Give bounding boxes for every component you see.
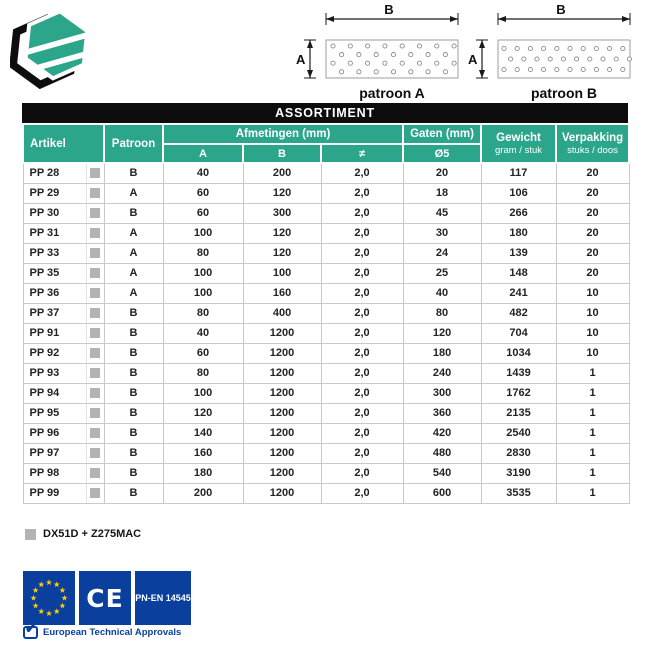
standard-badge-text: PN-EN 14545 — [135, 593, 191, 603]
hole — [575, 57, 579, 61]
hole — [561, 57, 565, 61]
cell-holes: 25 — [403, 263, 481, 283]
star-icon — [46, 579, 52, 585]
cell-dim-b: 1200 — [243, 483, 321, 503]
cell-dim-a: 100 — [163, 383, 243, 403]
cell-thickness: 2,0 — [321, 403, 403, 423]
header-verpakking-sub: stuks / doos — [567, 144, 618, 156]
cell-packing: 1 — [556, 483, 629, 503]
cell-patroon: B — [104, 443, 163, 463]
star-icon — [38, 581, 44, 587]
table-row — [23, 183, 629, 203]
material-swatch — [90, 388, 100, 398]
star-icon — [38, 608, 44, 614]
material-swatch — [90, 168, 100, 178]
cell-weight: 1034 — [481, 343, 556, 363]
eu-flag-stars — [23, 571, 75, 625]
cell-dim-b: 300 — [243, 203, 321, 223]
cell-packing: 20 — [556, 263, 629, 283]
cell-packing: 10 — [556, 303, 629, 323]
cell-thickness: 2,0 — [321, 363, 403, 383]
table-row — [23, 483, 629, 503]
cell-packing: 20 — [556, 183, 629, 203]
cell-artikel: PP 36 — [23, 283, 86, 303]
cell-patroon: B — [104, 163, 163, 183]
cell-packing: 1 — [556, 363, 629, 383]
header-verpakking — [556, 124, 629, 163]
cell-thickness: 2,0 — [321, 463, 403, 483]
cell-patroon: A — [104, 183, 163, 203]
cell-patroon: B — [104, 483, 163, 503]
cell-patroon: B — [104, 323, 163, 343]
cell-packing: 1 — [556, 443, 629, 463]
cell-artikel: PP 94 — [23, 383, 86, 403]
cell-packing: 1 — [556, 383, 629, 403]
cell-dim-b: 1200 — [243, 403, 321, 423]
cell-packing: 20 — [556, 223, 629, 243]
hole — [594, 67, 598, 71]
header-verpakking-title: Verpakking — [561, 131, 624, 144]
cell-holes: 120 — [403, 323, 481, 343]
cell-weight: 2830 — [481, 443, 556, 463]
hole — [614, 57, 618, 61]
cell-patroon: B — [104, 383, 163, 403]
hole — [435, 44, 439, 48]
checkmark-icon: ✔ — [25, 620, 37, 636]
cell-patroon: B — [104, 343, 163, 363]
cell-patroon: B — [104, 423, 163, 443]
cell-dim-b: 1200 — [243, 423, 321, 443]
cell-dim-b: 120 — [243, 223, 321, 243]
cell-dim-b: 1200 — [243, 363, 321, 383]
hole — [608, 67, 612, 71]
hole — [374, 70, 378, 74]
cell-swatch — [86, 243, 104, 263]
material-swatch — [90, 468, 100, 478]
star-icon — [59, 603, 65, 609]
cell-weight: 117 — [481, 163, 556, 183]
hole — [555, 67, 559, 71]
cell-holes: 80 — [403, 303, 481, 323]
cell-holes: 240 — [403, 363, 481, 383]
hole — [528, 67, 532, 71]
hole — [435, 61, 439, 65]
table-row — [23, 443, 629, 463]
hole — [555, 46, 559, 50]
cell-weight: 180 — [481, 223, 556, 243]
cell-dim-a: 60 — [163, 183, 243, 203]
material-swatch — [90, 408, 100, 418]
hole — [581, 46, 585, 50]
material-swatch — [90, 348, 100, 358]
cell-thickness: 2,0 — [321, 483, 403, 503]
hole — [515, 67, 519, 71]
material-swatch — [90, 488, 100, 498]
star-icon — [61, 595, 67, 601]
cell-packing: 20 — [556, 243, 629, 263]
cell-dim-b: 120 — [243, 183, 321, 203]
table-row — [23, 243, 629, 263]
table-row — [23, 343, 629, 363]
cell-weight: 3190 — [481, 463, 556, 483]
cell-artikel: PP 35 — [23, 263, 86, 283]
header-col-hole: Ø5 — [403, 144, 481, 163]
cell-artikel: PP 30 — [23, 203, 86, 223]
table-row — [23, 383, 629, 403]
cell-swatch — [86, 223, 104, 243]
ce-mark — [79, 571, 131, 625]
hole — [331, 44, 335, 48]
cell-holes: 300 — [403, 383, 481, 403]
star-icon — [30, 595, 36, 601]
hole — [509, 57, 513, 61]
hole — [366, 44, 370, 48]
dim-label-b: B — [556, 2, 566, 17]
cell-thickness: 2,0 — [321, 223, 403, 243]
star-icon — [46, 610, 52, 616]
material-swatch — [90, 268, 100, 278]
star-icon — [54, 581, 60, 587]
star-icon — [54, 608, 60, 614]
cell-swatch — [86, 403, 104, 423]
hole — [548, 57, 552, 61]
cell-packing: 20 — [556, 163, 629, 183]
cell-dim-a: 60 — [163, 203, 243, 223]
hole — [391, 53, 395, 57]
cell-packing: 1 — [556, 403, 629, 423]
table-row — [23, 223, 629, 243]
header-col-thickness: ≠ — [321, 144, 403, 163]
cell-thickness: 2,0 — [321, 243, 403, 263]
cell-dim-a: 100 — [163, 283, 243, 303]
hole — [426, 53, 430, 57]
cell-thickness: 2,0 — [321, 323, 403, 343]
cell-dim-a: 80 — [163, 243, 243, 263]
cell-thickness: 2,0 — [321, 443, 403, 463]
cell-holes: 45 — [403, 203, 481, 223]
header-patroon: Patroon — [104, 124, 163, 163]
table-row — [23, 163, 629, 183]
hole — [340, 70, 344, 74]
cell-dim-a: 120 — [163, 403, 243, 423]
hole — [443, 53, 447, 57]
hole — [383, 44, 387, 48]
material-legend — [25, 528, 141, 540]
cell-holes: 540 — [403, 463, 481, 483]
cell-weight: 1762 — [481, 383, 556, 403]
cell-dim-a: 100 — [163, 263, 243, 283]
caption-patroon-b: patroon B — [530, 85, 598, 101]
hole — [348, 44, 352, 48]
cell-dim-a: 60 — [163, 343, 243, 363]
cell-swatch — [86, 263, 104, 283]
cell-holes: 18 — [403, 183, 481, 203]
cell-packing: 1 — [556, 463, 629, 483]
cell-swatch — [86, 183, 104, 203]
cell-thickness: 2,0 — [321, 343, 403, 363]
cell-swatch — [86, 323, 104, 343]
cell-weight: 1439 — [481, 363, 556, 383]
cell-patroon: B — [104, 463, 163, 483]
cell-weight: 241 — [481, 283, 556, 303]
hole — [594, 46, 598, 50]
cell-thickness: 2,0 — [321, 383, 403, 403]
hole — [452, 61, 456, 65]
cell-thickness: 2,0 — [321, 283, 403, 303]
cell-thickness: 2,0 — [321, 303, 403, 323]
cell-artikel: PP 96 — [23, 423, 86, 443]
table-row — [23, 303, 629, 323]
cell-thickness: 2,0 — [321, 423, 403, 443]
cell-artikel: PP 95 — [23, 403, 86, 423]
hole — [542, 46, 546, 50]
cell-artikel: PP 93 — [23, 363, 86, 383]
header-gaten-group: Gaten (mm) — [403, 124, 481, 144]
cell-packing: 10 — [556, 323, 629, 343]
cell-dim-a: 100 — [163, 223, 243, 243]
cell-weight: 482 — [481, 303, 556, 323]
cell-swatch — [86, 423, 104, 443]
cell-dim-b: 1200 — [243, 383, 321, 403]
cell-swatch — [86, 383, 104, 403]
cell-swatch — [86, 283, 104, 303]
cell-artikel: PP 99 — [23, 483, 86, 503]
cell-dim-b: 1200 — [243, 443, 321, 463]
hole — [331, 61, 335, 65]
header-col-a: A — [163, 144, 243, 163]
cell-thickness: 2,0 — [321, 163, 403, 183]
cell-artikel: PP 28 — [23, 163, 86, 183]
cell-dim-b: 400 — [243, 303, 321, 323]
hole — [417, 61, 421, 65]
cell-packing: 10 — [556, 283, 629, 303]
cell-artikel: PP 97 — [23, 443, 86, 463]
cell-artikel: PP 92 — [23, 343, 86, 363]
cell-dim-b: 1200 — [243, 343, 321, 363]
cell-thickness: 2,0 — [321, 263, 403, 283]
hole — [348, 61, 352, 65]
hole — [535, 57, 539, 61]
cell-dim-b: 200 — [243, 163, 321, 183]
cell-swatch — [86, 483, 104, 503]
caption-patroon-a: patroon A — [359, 85, 425, 101]
hole — [400, 44, 404, 48]
checkbox-icon — [23, 620, 38, 639]
hole — [581, 67, 585, 71]
cell-swatch — [86, 203, 104, 223]
hole — [340, 53, 344, 57]
table-row — [23, 423, 629, 443]
hole — [568, 67, 572, 71]
header-artikel: Artikel — [23, 124, 104, 163]
table-row — [23, 203, 629, 223]
cell-artikel: PP 33 — [23, 243, 86, 263]
hole — [357, 53, 361, 57]
hole — [568, 46, 572, 50]
cell-holes: 30 — [403, 223, 481, 243]
hole — [542, 67, 546, 71]
cell-holes: 600 — [403, 483, 481, 503]
cell-patroon: A — [104, 263, 163, 283]
table-row — [23, 403, 629, 423]
cell-swatch — [86, 443, 104, 463]
approval-label: European Technical Approvals — [43, 627, 182, 638]
cell-artikel: PP 91 — [23, 323, 86, 343]
hole — [608, 46, 612, 50]
material-swatch — [90, 308, 100, 318]
material-label: DX51D + Z275MAC — [43, 528, 142, 540]
material-swatch — [90, 208, 100, 218]
hole — [627, 57, 631, 61]
cell-dim-a: 180 — [163, 463, 243, 483]
cell-dim-b: 1200 — [243, 323, 321, 343]
hole — [366, 61, 370, 65]
material-swatch — [25, 529, 36, 540]
cell-swatch — [86, 343, 104, 363]
hole — [515, 46, 519, 50]
cell-thickness: 2,0 — [321, 203, 403, 223]
table-body — [23, 163, 629, 503]
material-swatch — [90, 448, 100, 458]
cell-dim-b: 100 — [243, 263, 321, 283]
table-title-bar: ASSORTIMENT — [22, 103, 628, 123]
eu-flag — [23, 571, 75, 625]
cell-patroon: A — [104, 223, 163, 243]
cell-weight: 266 — [481, 203, 556, 223]
cell-dim-a: 80 — [163, 303, 243, 323]
material-swatch — [90, 248, 100, 258]
star-icon — [59, 587, 65, 593]
cell-dim-a: 40 — [163, 323, 243, 343]
cell-thickness: 2,0 — [321, 183, 403, 203]
hole — [443, 70, 447, 74]
cell-artikel: PP 37 — [23, 303, 86, 323]
diagram-patroon-b — [468, 2, 638, 102]
material-swatch — [90, 188, 100, 198]
cell-holes: 360 — [403, 403, 481, 423]
hole — [409, 70, 413, 74]
cell-dim-b: 1200 — [243, 463, 321, 483]
cell-swatch — [86, 303, 104, 323]
cell-swatch — [86, 363, 104, 383]
hole — [357, 70, 361, 74]
cell-patroon: A — [104, 243, 163, 263]
standard-badge — [135, 571, 191, 625]
cell-dim-b: 160 — [243, 283, 321, 303]
cell-weight: 106 — [481, 183, 556, 203]
cell-dim-a: 160 — [163, 443, 243, 463]
header-gewicht-sub: gram / stuk — [495, 144, 543, 156]
dim-label-b: B — [384, 2, 394, 17]
diagram-patroon-a — [296, 2, 466, 102]
table-row — [23, 323, 629, 343]
assortment-table — [22, 103, 628, 504]
cell-dim-b: 120 — [243, 243, 321, 263]
material-swatch — [90, 368, 100, 378]
hole — [409, 53, 413, 57]
cell-holes: 24 — [403, 243, 481, 263]
hole — [588, 57, 592, 61]
cell-patroon: B — [104, 363, 163, 383]
hole — [601, 57, 605, 61]
cell-weight: 2135 — [481, 403, 556, 423]
cell-holes: 420 — [403, 423, 481, 443]
brand-hexagon-logo — [10, 4, 92, 98]
hole — [502, 46, 506, 50]
cell-packing: 1 — [556, 423, 629, 443]
hole — [621, 46, 625, 50]
hole — [528, 46, 532, 50]
hole — [417, 44, 421, 48]
star-icon — [33, 587, 39, 593]
cell-swatch — [86, 163, 104, 183]
cell-artikel: PP 29 — [23, 183, 86, 203]
material-swatch — [90, 328, 100, 338]
cell-weight: 139 — [481, 243, 556, 263]
table-row — [23, 283, 629, 303]
hole — [374, 53, 378, 57]
hole — [383, 61, 387, 65]
cell-packing: 10 — [556, 343, 629, 363]
hole — [400, 61, 404, 65]
certification-badges — [23, 571, 191, 625]
approvals-row — [23, 620, 182, 639]
hole — [502, 67, 506, 71]
cell-dim-a: 40 — [163, 163, 243, 183]
cell-dim-a: 80 — [163, 363, 243, 383]
material-swatch — [90, 288, 100, 298]
cell-weight: 148 — [481, 263, 556, 283]
header-gewicht-title: Gewicht — [496, 131, 541, 144]
hole — [391, 70, 395, 74]
cell-holes: 20 — [403, 163, 481, 183]
cell-patroon: B — [104, 203, 163, 223]
hole — [621, 67, 625, 71]
cell-patroon: B — [104, 303, 163, 323]
header-gewicht — [481, 124, 556, 163]
cell-weight: 704 — [481, 323, 556, 343]
dim-label-a: A — [468, 52, 478, 67]
cell-swatch — [86, 463, 104, 483]
table-row — [23, 363, 629, 383]
cell-patroon: A — [104, 283, 163, 303]
dim-label-a: A — [296, 52, 306, 67]
header-afmetingen-group: Afmetingen (mm) — [163, 124, 403, 144]
cell-packing: 20 — [556, 203, 629, 223]
cell-artikel: PP 31 — [23, 223, 86, 243]
material-swatch — [90, 228, 100, 238]
table-row — [23, 463, 629, 483]
cell-patroon: B — [104, 403, 163, 423]
cell-weight: 2540 — [481, 423, 556, 443]
cell-holes: 40 — [403, 283, 481, 303]
hole — [426, 70, 430, 74]
cell-artikel: PP 98 — [23, 463, 86, 483]
cell-weight: 3535 — [481, 483, 556, 503]
star-icon — [33, 603, 39, 609]
hole — [452, 44, 456, 48]
table-row — [23, 263, 629, 283]
cell-holes: 480 — [403, 443, 481, 463]
header-col-b: B — [243, 144, 321, 163]
ce-mark-text: CE — [86, 583, 124, 613]
cell-holes: 180 — [403, 343, 481, 363]
cell-dim-a: 140 — [163, 423, 243, 443]
cell-dim-a: 200 — [163, 483, 243, 503]
hole — [522, 57, 526, 61]
material-swatch — [90, 428, 100, 438]
